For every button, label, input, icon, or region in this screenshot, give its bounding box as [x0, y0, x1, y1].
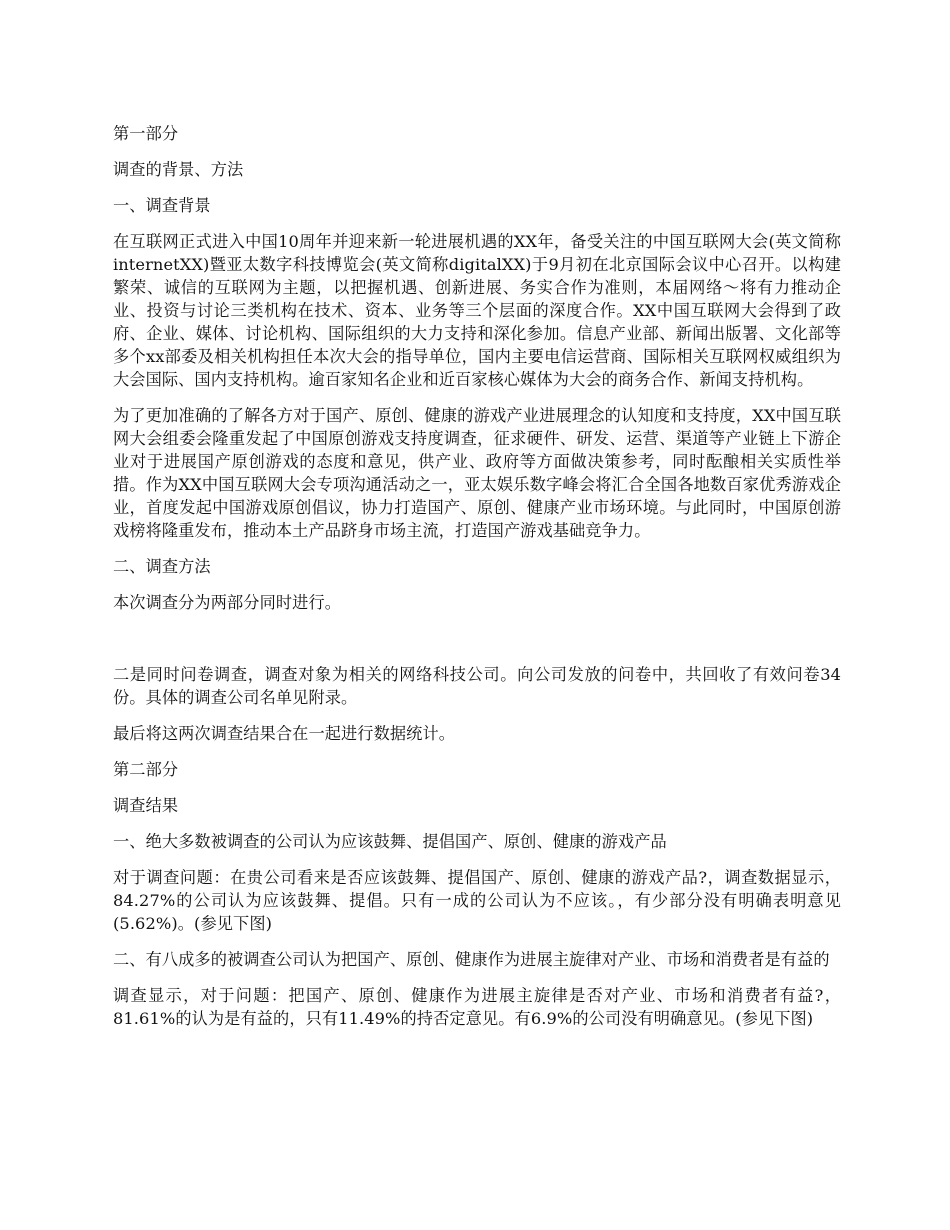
paragraph-background-intro: 在互联网正式进入中国10周年并迎来新一轮进展机遇的XX年，备受关注的中国互联网大会(英文简称internetXX)暨亚太数字科技博览会(英文简称digitalXX)于9月初在北京国际会议中心召开。以构建繁荣、诚信的互联网为主题，以把握机遇、创新进展、务实合作为准则，本届网络～将有力推动企业、投资与讨论三类机构在技术、资本、业务等三个层面的深度合作。XX中国互联网大会得到了政府、企业、媒体、讨论机构、国际组织的大力支持和深化参加。信息产业部、新闻出版署、文化部等多个xx部委及相关机构担任本次大会的指导单位，国内主要电信运营商、国际相关互联网权威组织为大会国际、国内支持机构。逾百家知名企业和近百家核心媒体为大会的商务合作、新闻支持机构。: [113, 232, 841, 389]
section-title-background-method: 调查的背景、方法: [113, 160, 244, 179]
document-page: [113, 122, 841, 1043]
part-two-heading: 第二部分: [113, 760, 179, 779]
paragraph-questionnaire: 二是同时问卷调查，调查对象为相关的网络科技公司。向公司发放的问卷中，共回收了有效问卷34份。具体的调查公司名单见附录。: [113, 665, 841, 707]
result-heading-two: 二、有八成多的被调查公司认为把国产、原创、健康作为进展主旋律对产业、市场和消费者是有益的: [113, 950, 830, 969]
paragraph-combine-results: 最后将这两次调查结果合在一起进行数据统计。: [113, 724, 456, 743]
blank-gap: [113, 627, 841, 663]
paragraph-result-one: 对于调查问题：在贵公司看来是否应该鼓舞、提倡国产、原创、健康的游戏产品?，调查数据显示，84.27%的公司认为应该鼓舞、提倡。只有一成的公司认为不应该。，有少部分没有明确表明意见(5.62%)。(参见下图): [113, 868, 841, 933]
paragraph-method-overview: 本次调查分为两部分同时进行。: [113, 593, 342, 612]
subsection-heading-method: 二、调查方法: [113, 557, 211, 576]
subsection-heading-background: 一、调查背景: [113, 196, 211, 215]
section-title-results: 调查结果: [113, 796, 179, 815]
paragraph-result-two: 调查显示，对于问题：把国产、原创、健康作为进展主旋律是否对产业、市场和消费者有益?，81.61%的认为是有益的，只有11.49%的持否定意见。有6.9%的公司没有明确意见。(参见下图): [113, 986, 841, 1028]
result-heading-one: 一、绝大多数被调查的公司认为应该鼓舞、提倡国产、原创、健康的游戏产品: [113, 832, 667, 851]
paragraph-survey-purpose: 为了更加准确的了解各方对于国产、原创、健康的游戏产业进展理念的认知度和支持度，XX中国互联网大会组委会隆重发起了中国原创游戏支持度调查，征求硬件、研发、运营、渠道等产业链上下游企业对于进展国产原创游戏的态度和意见，供产业、政府等方面做决策参考，同时酝酿相关实质性举措。作为XX中国互联网大会专项沟通活动之一，亚太娱乐数字峰会将汇合全国各地数百家优秀游戏企业，首度发起中国游戏原创倡议，协力打造国产、原创、健康产业市场环境。与此同时，中国原创游戏榜将隆重发布，推动本土产品跻身市场主流，打造国产游戏基础竞争力。: [113, 406, 841, 540]
part-one-heading: 第一部分: [113, 124, 179, 143]
